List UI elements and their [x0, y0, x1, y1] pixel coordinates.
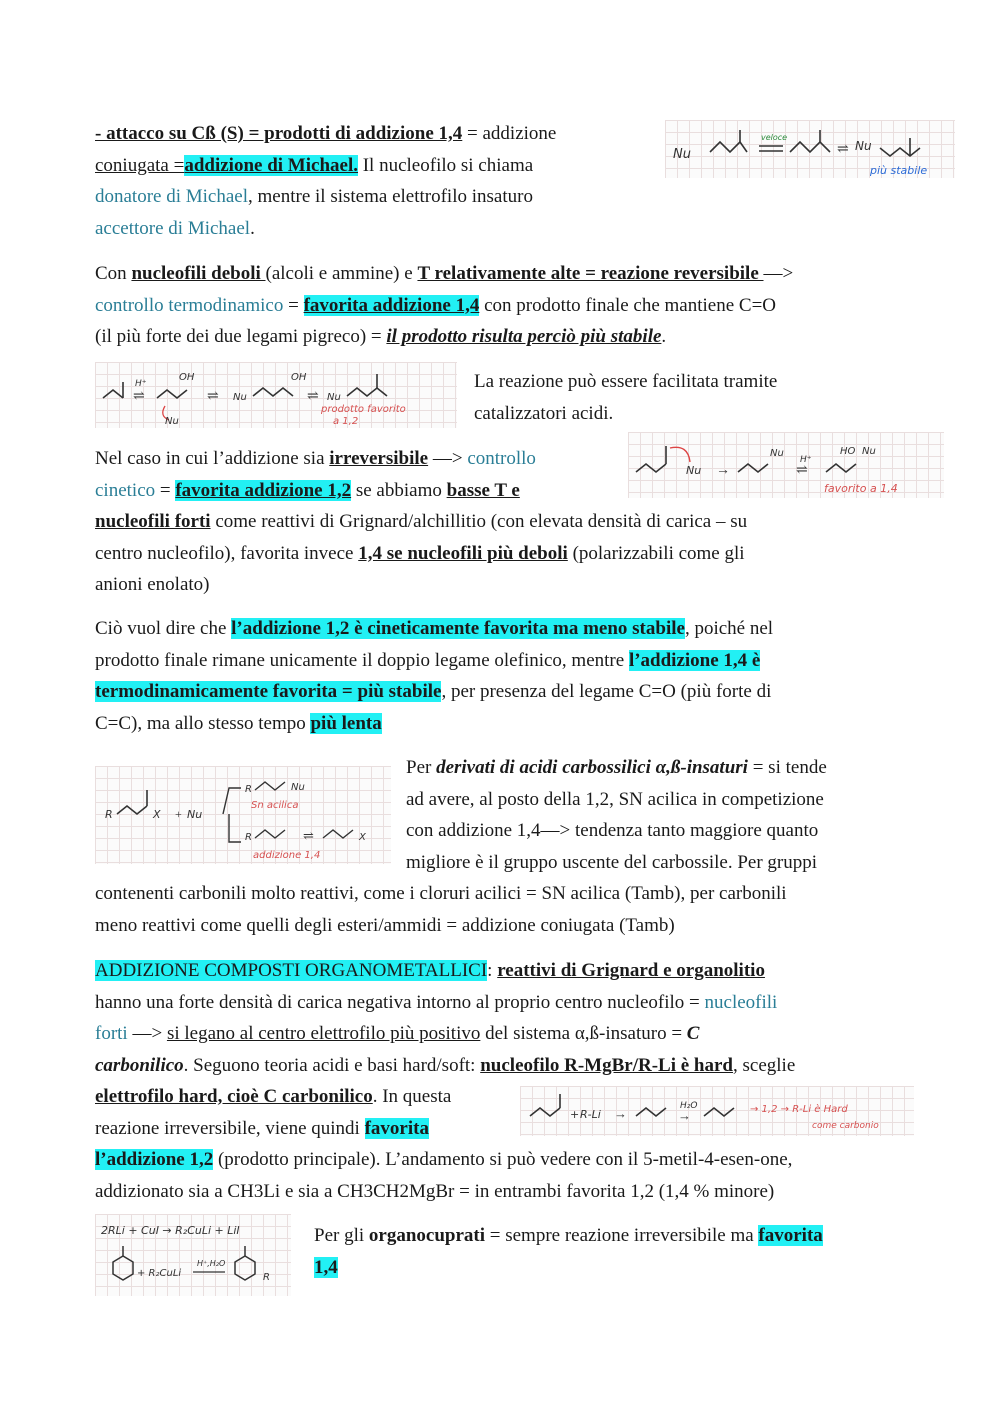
- svg-text:favorito a 1,4: favorito a 1,4: [824, 482, 898, 495]
- svg-text:⇌: ⇌: [307, 389, 319, 404]
- paragraph-acid-catalysts: La reazione può essere facilitata tramite catalizzatori acidi.: [474, 371, 778, 424]
- paragraph-comparison: Ciò vuol dire che l’addizione 1,2 è cineticamente favorita ma meno stabile, poiché nel prodotto finale rimane unicamente il doppio legame olefinico, mentre l’addizione 1,4 è termodinamicamente favorita = più stabile, per presenza del legame C=O (più forte di C=C), ma allo stesso tempo più lenta: [95, 618, 774, 734]
- svg-text:Nu: Nu: [165, 416, 179, 427]
- svg-text:X: X: [359, 832, 366, 843]
- svg-text:⇌: ⇌: [207, 389, 219, 404]
- figure-organocuprate: [95, 1214, 291, 1296]
- michael-highlight: addizione di Michael.: [184, 154, 358, 176]
- svg-text:+ R₂CuLi: + R₂CuLi: [137, 1268, 182, 1279]
- svg-text:⇌: ⇌: [303, 828, 314, 843]
- paragraph-michael: - attacco su Cß (S) = prodotti di addizione 1,4 = addizione coniugata =addizione di Michael. Il nucleofilo si chiama donatore di Michael, mentre il sistema elettrofilo insaturo accettore di Michael.: [95, 123, 557, 239]
- svg-text:Nu: Nu: [770, 448, 784, 459]
- svg-text:Nu: Nu: [233, 392, 247, 403]
- svg-text:Nu: Nu: [862, 446, 876, 457]
- svg-text:H⁺: H⁺: [135, 379, 147, 389]
- svg-text:più stabile: più stabile: [870, 164, 928, 177]
- svg-text:H⁺: H⁺: [800, 455, 812, 465]
- organolithium-drawing: [520, 1086, 914, 1136]
- svg-text:Sn acilica: Sn acilica: [251, 800, 299, 811]
- heading-beta-attack: - attacco su Cß (S) = prodotti di addizione 1,4: [95, 123, 463, 144]
- svg-text:⇌: ⇌: [837, 142, 849, 157]
- svg-text:OH: OH: [291, 372, 307, 383]
- svg-text:→: →: [678, 1108, 691, 1123]
- figure-organolithium: [520, 1086, 914, 1136]
- acid-catalysis-drawing: [95, 362, 457, 428]
- figure-acid-catalysis: [95, 362, 457, 428]
- svg-text:2RLi + CuI → R₂CuLi + LiI: 2RLi + CuI → R₂CuLi + LiI: [101, 1224, 240, 1237]
- svg-text:X: X: [153, 808, 161, 821]
- svg-text:Nu: Nu: [855, 139, 872, 153]
- paragraph-organometallic: ADDIZIONE COMPOSTI ORGANOMETALLICI: reattivi di Grignard e organolitio hanno una forte densità di carica negativa intorno al proprio centro nucleofilo = nucleofili forti —> si legano al centro elettrofilo più positivo del sistema α,ß-insaturo = C carbonilico. Seguono teoria acidi e basi hard/soft: nucleofilo R-MgBr/R-Li è hard, sceglie elettrofilo hard, cioè C carbonilico. In questa reazione irreversibile, viene quindi favorita l’addizione 1,2 (prodotto principale). L’andamento si può vedere con il 5-metil-4-esen-one, addizionato sia a CH3Li e sia a CH3CH2MgBr = in entrambi favorita 1,2 (1,4 % minore): [95, 960, 796, 1202]
- paragraph-carboxylic-wrapped: Per derivati di acidi carbossilici α,ß-insaturi = si tende ad avere, al posto della 1,2, SN acilica in competizione con addizione 1,4—> tendenza tanto maggiore quanto migliore è il gruppo uscente del carbossile. Per gruppi: [406, 757, 827, 873]
- svg-text:→: →: [614, 1106, 627, 1121]
- svg-text:H₂O: H₂O: [680, 1101, 698, 1111]
- svg-text:OH: OH: [179, 372, 195, 383]
- svg-text:addizione 1,4: addizione 1,4: [253, 850, 321, 861]
- svg-text:R: R: [263, 1272, 270, 1283]
- paragraph-organocuprates: Per gli organocuprati = sempre reazione irreversibile ma favorita 1,4: [314, 1225, 823, 1278]
- svg-text:+: +: [175, 807, 182, 821]
- figure-michael-addition: [665, 120, 955, 178]
- svg-text:Nu: Nu: [673, 147, 691, 162]
- paragraph-thermodynamic: Con nucleofili deboli (alcoli e ammine) e T relativamente alte = reazione reversibile —> controllo termodinamico = favorita addizione 1,4 con prodotto finale che mantiene C=O (il più forte dei due legami pigreco) = il prodotto risulta perciò più stabile.: [95, 263, 794, 347]
- svg-text:→: →: [716, 463, 730, 478]
- svg-text:R: R: [245, 784, 252, 795]
- svg-text:⇌: ⇌: [133, 389, 145, 404]
- svg-text:veloce: veloce: [761, 133, 788, 142]
- svg-text:a 1,2: a 1,2: [333, 416, 359, 427]
- svg-text:Nu: Nu: [686, 464, 702, 477]
- svg-text:R: R: [245, 832, 252, 843]
- svg-text:Nu: Nu: [291, 782, 305, 793]
- paragraph-carboxylic-derivatives: Per derivati di acidi carbossilici α,ß-insaturi = si tende ad avere, al posto della 1,2, SN acilica in competizione con addizione 1,4—> tendenza tanto maggiore quanto migliore è il gruppo uscente del carbossile. Per gruppi contenenti carbonili molto reattivi, come i cloruri acilici = SN acilica (Tamb), per carbonili meno reattivi come quelli degli esteri/ammidi = addizione coniugata (Tamb): [95, 752, 915, 941]
- svg-text:Nu: Nu: [187, 808, 203, 821]
- svg-text:HO: HO: [840, 446, 856, 457]
- svg-text:+: +: [570, 1108, 580, 1121]
- svg-text:⇌: ⇌: [796, 463, 808, 478]
- michael-acceptor: accettore di Michael: [95, 217, 251, 239]
- svg-text:come carbonio: come carbonio: [812, 1121, 879, 1131]
- svg-text:H⁺,H₂O: H⁺,H₂O: [197, 1259, 226, 1268]
- paragraph-kinetic: Nel caso in cui l’addizione sia irreversibile —> controllo cinetico = favorita addizione 1,2 se abbiamo basse T e nucleofili forti come reattivi di Grignard/alchillitio (con elevata densità di carica – su centro nucleofilo), favorita invece 1,4 se nucleofili più deboli (polarizzabili come gli anioni enolato): [95, 448, 748, 595]
- section-heading-organometallic: ADDIZIONE COMPOSTI ORGANOMETALLICI: [95, 960, 488, 981]
- svg-text:R: R: [105, 808, 113, 821]
- svg-text:Nu: Nu: [327, 392, 341, 403]
- organocuprate-drawing: [95, 1214, 291, 1296]
- michael-donor: donatore di Michael: [95, 186, 249, 207]
- svg-text:prodotto favorito: prodotto favorito: [321, 404, 406, 415]
- svg-text:R-Li: R-Li: [580, 1108, 601, 1121]
- michael-scheme-drawing: [665, 120, 955, 178]
- svg-text:→ 1,2 → R-Li è Hard: → 1,2 → R-Li è Hard: [750, 1104, 848, 1115]
